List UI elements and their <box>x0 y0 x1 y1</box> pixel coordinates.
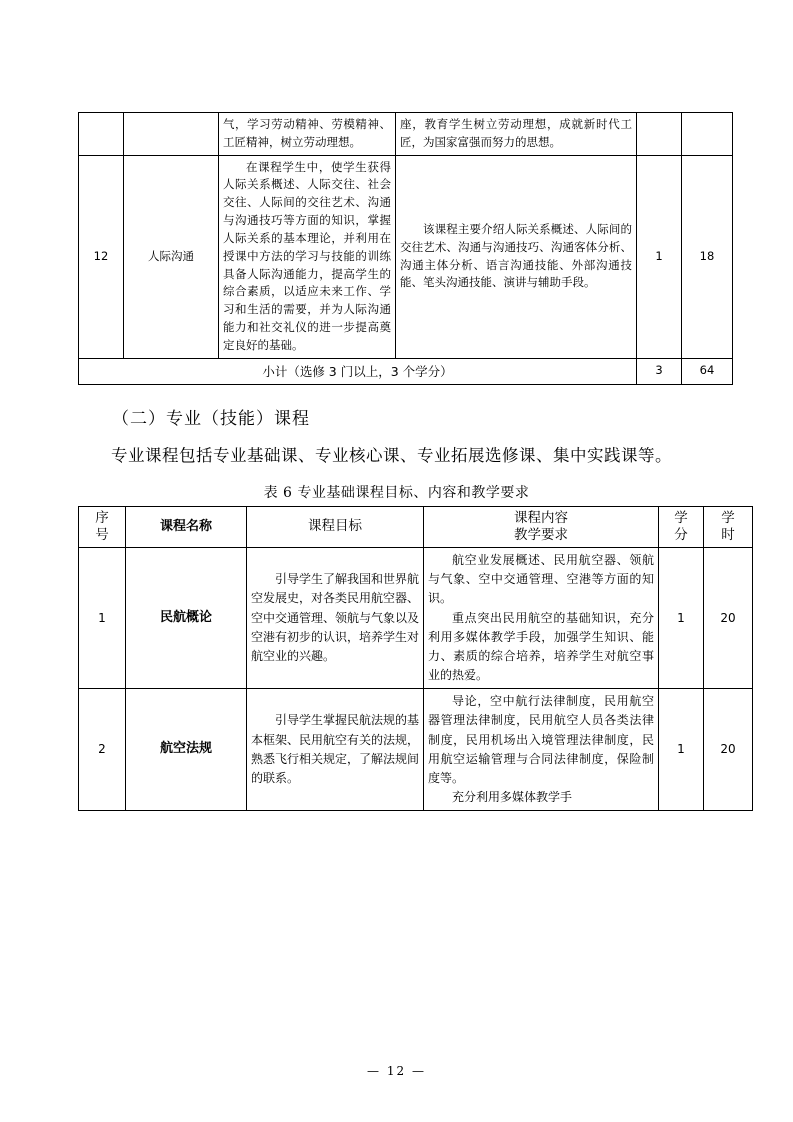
col-header-course-content <box>424 507 659 548</box>
cell-course-name <box>124 113 219 156</box>
section-heading: （二）专业（技能）课程 <box>112 408 310 429</box>
col-header-hours <box>704 507 753 548</box>
table-row <box>79 155 733 358</box>
table-subtotal-row <box>79 358 733 384</box>
cell-course-goal: 在课程学生中，使学生获得人际关系概述、人际交往、社会交往、人际间的交往艺术、沟通与沟通技巧等方面的知识，掌握人际关系的基本理论，并利用在授课中方法的学习与技能的训练具备人际沟通能力，提高学生的综合素质，以适应未来工作、学习和生活的需要，并为人际沟通能力和社交礼仪的进一步提高奠定良好的基础。 <box>219 155 396 358</box>
col-header-credit-line2: 分 <box>674 527 688 544</box>
col-header-no-line1: 序 <box>95 510 109 527</box>
subtotal-hours: 64 <box>682 358 733 384</box>
table6-caption: 表 6 专业基础课程目标、内容和教学要求 <box>263 485 530 502</box>
page-footer <box>0 1064 793 1078</box>
col-header-content-line1: 课程内容 <box>514 510 568 527</box>
table-row <box>79 547 753 688</box>
cell-credit: 1 <box>637 155 682 358</box>
cell-hours: 20 <box>704 547 753 688</box>
cell-course-content-p2: 充分利用多媒体教学手 <box>452 790 573 805</box>
cell-no: 2 <box>79 689 126 811</box>
section-paragraph: 专业课程包括专业基础课、专业核心课、专业拓展选修课、集中实践课等。 <box>111 446 672 466</box>
col-header-no <box>79 507 126 548</box>
page-number: — 12 — <box>367 1064 426 1078</box>
cell-no: 12 <box>79 155 124 358</box>
col-header-credit-line1: 学 <box>674 510 688 527</box>
table-row <box>79 113 733 156</box>
cell-no: 1 <box>79 547 126 688</box>
cell-hours <box>682 113 733 156</box>
col-header-content-line2: 教学要求 <box>514 527 568 544</box>
col-header-course-goal: 课程目标 <box>247 507 424 548</box>
cell-course-goal: 引导学生掌握民航法规的基本框架、民用航空有关的法规，熟悉飞行相关规定，了解法规间的联系。 <box>247 689 424 811</box>
cell-hours: 20 <box>704 689 753 811</box>
cell-course-name: 人际沟通 <box>124 155 219 358</box>
cell-course-content-p1: 航空业发展概述、民用航空器、领航与气象、空中交通管理、空港等方面的知识。 <box>428 552 654 606</box>
cell-course-content <box>424 689 659 811</box>
col-header-hours-line1: 学 <box>721 510 735 527</box>
cell-course-content-p2: 重点突出民用航空的基础知识，充分利用多媒体教学手段，加强学生知识、能力、素质的综合培养，培养学生对航空事业的热爱。 <box>428 610 654 683</box>
cell-hours: 18 <box>682 155 733 358</box>
col-header-no-line2: 号 <box>95 527 109 544</box>
cell-credit: 1 <box>659 547 704 688</box>
cell-course-content <box>424 547 659 688</box>
cell-course-name: 航空法规 <box>126 689 247 811</box>
subtotal-label: 小计（选修 3 门以上，3 个学分） <box>79 358 637 384</box>
cell-course-content-p1: 导论，空中航行法律制度，民用航空器管理法律制度，民用航空人员各类法律制度，民用机场出入境管理法律制度，民用航空运输管理与合同法律制度，保险制度等。 <box>428 694 654 786</box>
cell-credit <box>637 113 682 156</box>
cell-course-content: 该课程主要介绍人际关系概述、人际间的交往艺术、沟通与沟通技巧、沟通客体分析、沟通主体分析、语言沟通技能、外部沟通技能、笔头沟通技能、演讲与辅助手段。 <box>396 155 637 358</box>
col-header-hours-line2: 时 <box>721 527 735 544</box>
table6-header-row <box>79 507 753 548</box>
continued-course-table <box>78 112 733 385</box>
subtotal-credit: 3 <box>637 358 682 384</box>
cell-credit: 1 <box>659 689 704 811</box>
cell-course-goal: 气，学习劳动精神、劳模精神、工匠精神，树立劳动理想。 <box>219 113 396 156</box>
cell-course-goal: 引导学生了解我国和世界航空发展史，对各类民用航空器、空中交通管理、领航与气象以及空港有初步的认识，培养学生对航空业的兴趣。 <box>247 547 424 688</box>
col-header-credit <box>659 507 704 548</box>
table-row <box>79 689 753 811</box>
col-header-course-name: 课程名称 <box>126 507 247 548</box>
cell-course-content: 座，教育学生树立劳动理想，成就新时代工匠，为国家富强而努力的思想。 <box>396 113 637 156</box>
cell-no <box>79 113 124 156</box>
table6-basic-course-table <box>78 506 753 811</box>
cell-course-name: 民航概论 <box>126 547 247 688</box>
